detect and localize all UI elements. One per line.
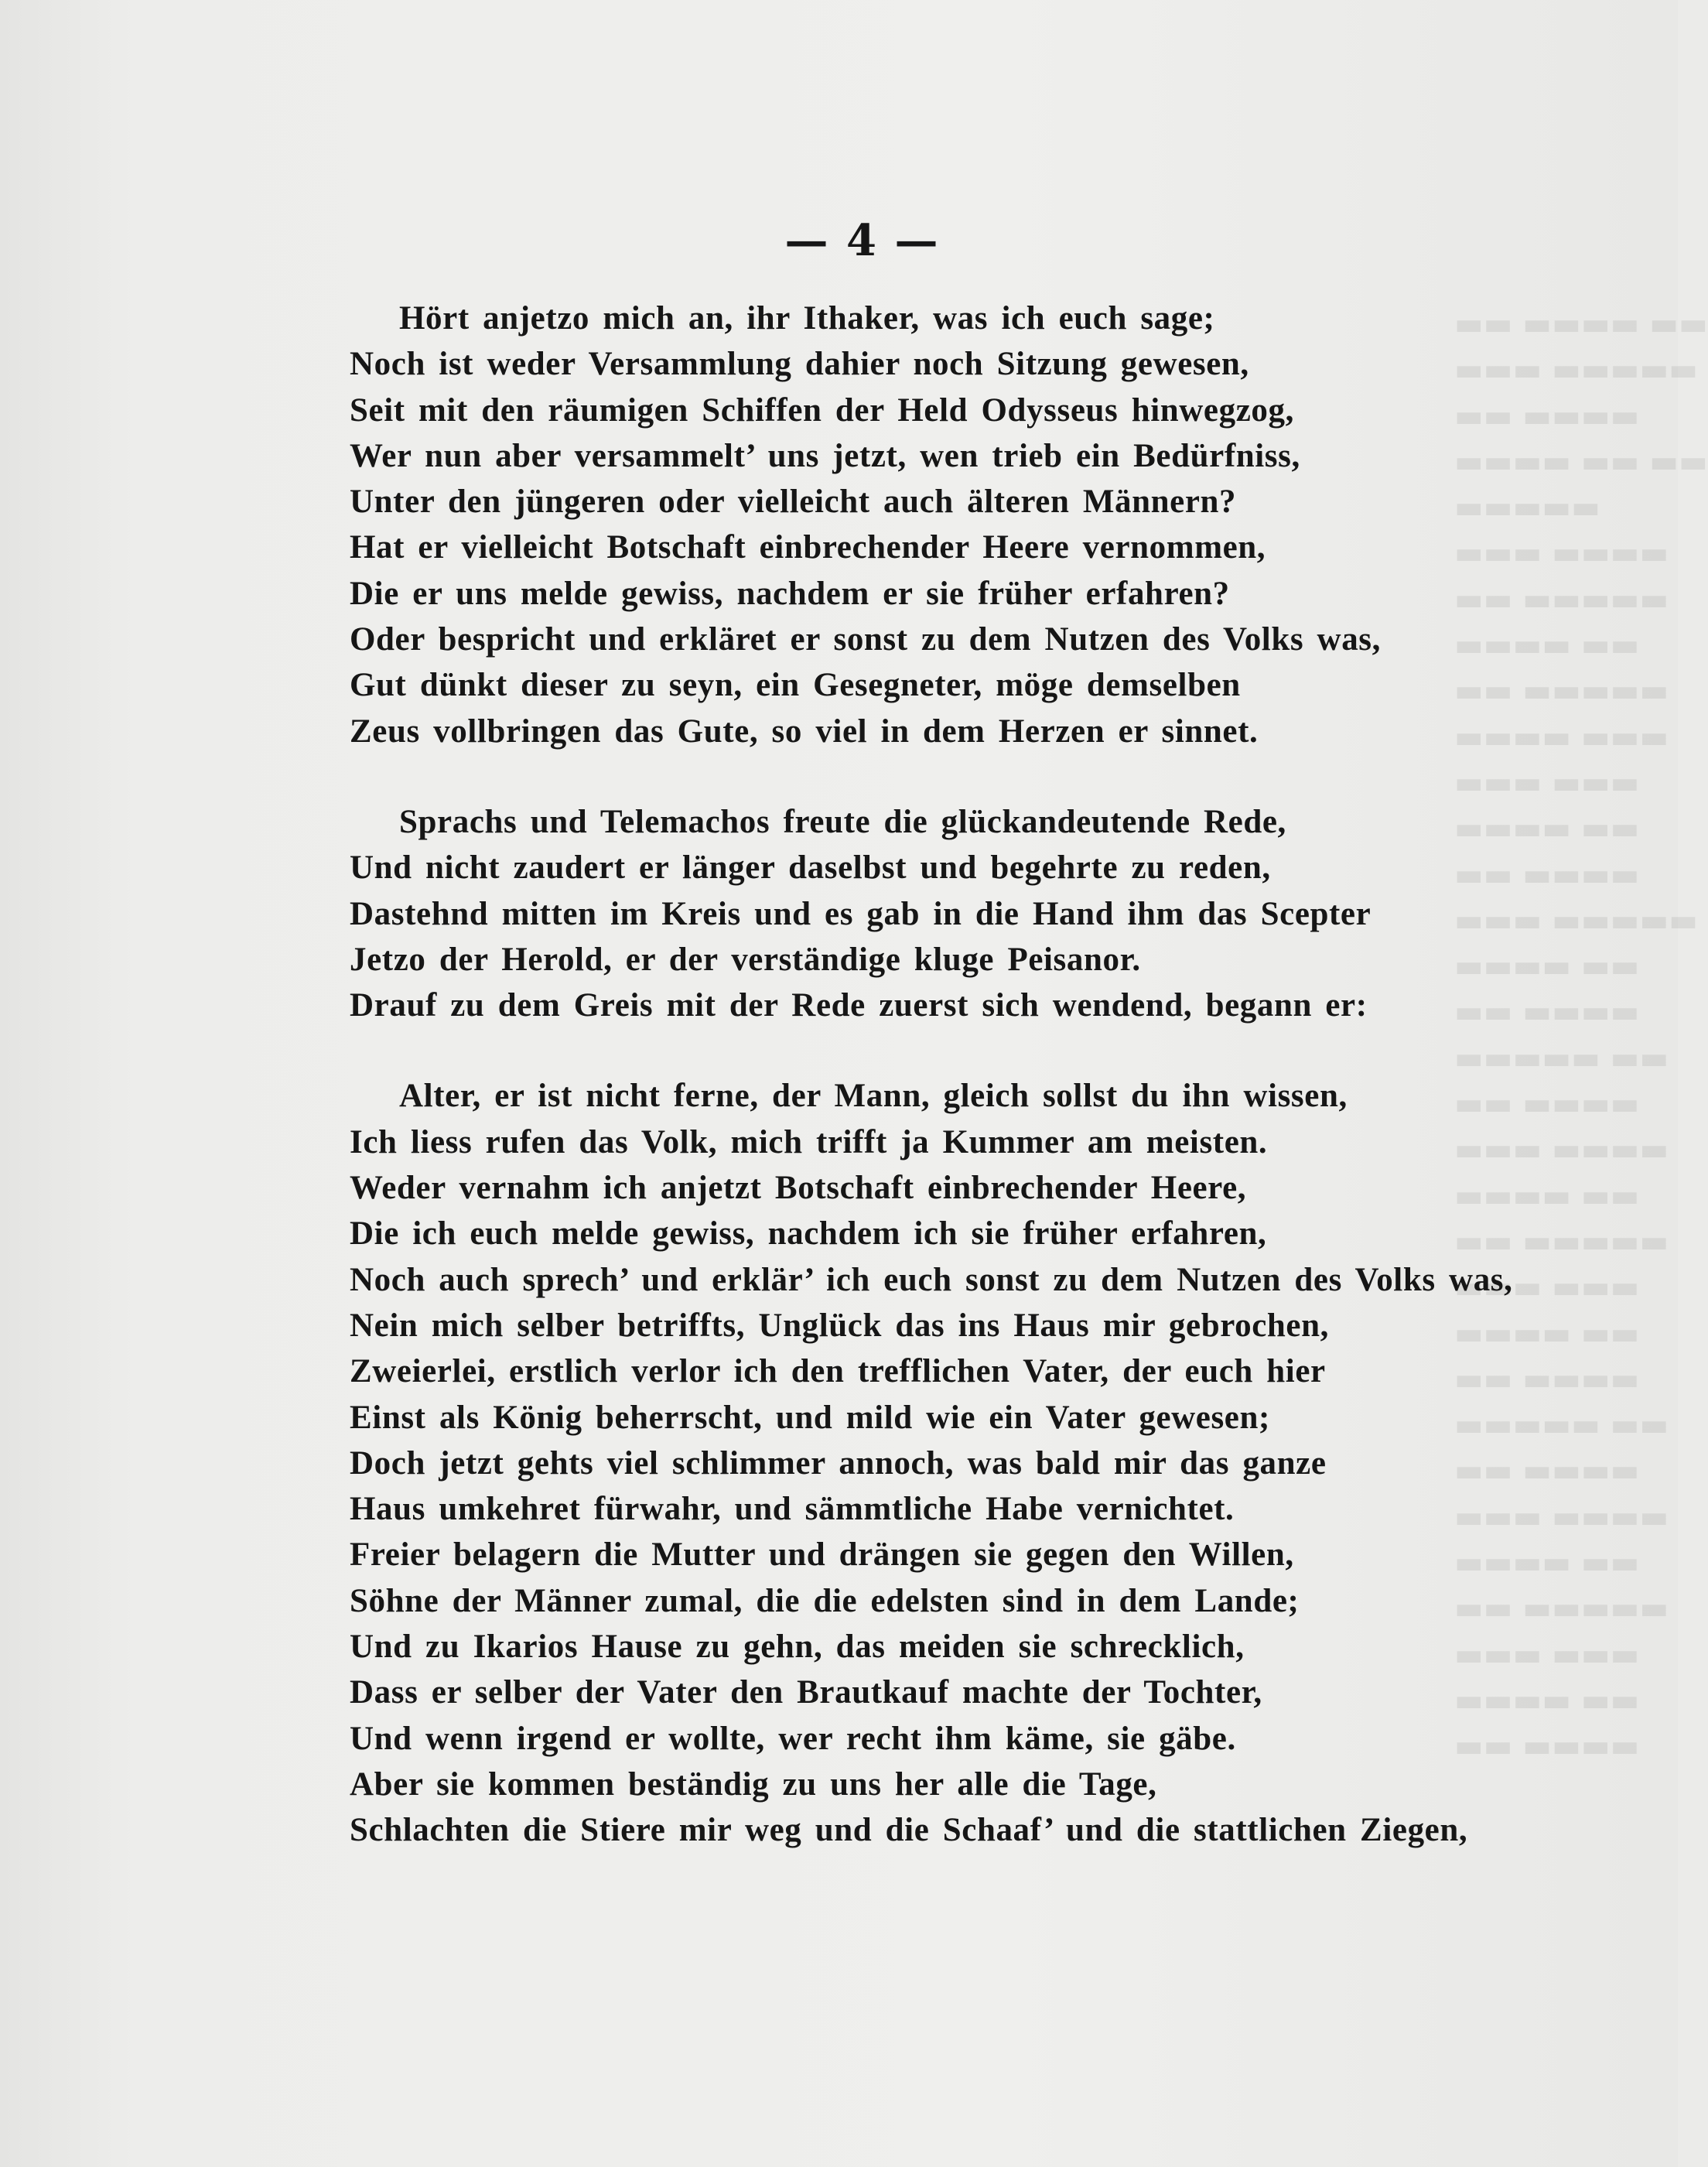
verse-line: Noch auch sprech’ und erklär’ ich euch sonst zu dem Nutzen des Volks was, [350, 1261, 1513, 1298]
verse-line: Und zu Ikarios Hause zu gehn, das meiden sie schrecklich, [350, 1629, 1245, 1666]
stanza-1 [350, 296, 1587, 754]
verse-line: Und nicht zaudert er länger daselbst und begehrte zu reden, [350, 849, 1271, 887]
verse-line: Hört anjetzo mich an, ihr Ithaker, was ich euch sage; [399, 300, 1215, 337]
verse-line: Noch ist weder Versammlung dahier noch Sitzung gewesen, [350, 346, 1249, 383]
verse-line: Unter den jüngeren oder vielleicht auch älteren Männern? [350, 484, 1237, 521]
verse-line: Dastehnd mitten im Kreis und es gab in die Hand ihm das Scepter [350, 895, 1372, 932]
bleed-through-text: ▬▬ ▬▬▬▬ ▬▬ ▬▬▬ ▬▬▬▬▬ ▬▬ ▬▬▬▬ ▬▬▬▬ ▬▬ ▬▬ ▬▬▬▬▬ ▬▬▬ ▬▬▬▬ ▬▬ ▬▬▬▬▬ ▬▬▬▬ ▬▬ ▬▬ ▬▬▬▬▬ ▬▬▬▬ ▬▬▬ ▬▬▬ ▬▬▬ ▬▬▬▬ ▬▬ ▬▬ ▬▬▬▬ ▬▬▬ ▬▬▬▬▬ ▬▬▬▬ ▬▬ ▬▬ ▬▬▬▬ ▬▬▬▬▬ ▬▬ ▬▬ ▬▬▬▬ ▬▬▬ ▬▬▬▬ ▬▬▬▬ ▬▬ ▬▬ ▬▬▬▬▬ ▬▬▬ ▬▬▬ ▬▬▬▬ ▬▬ ▬▬ ▬▬▬▬ ▬▬▬▬▬ ▬▬ ▬▬ ▬▬▬▬ ▬▬▬ ▬▬▬▬ ▬▬▬▬ ▬▬ ▬▬ ▬▬▬▬▬ ▬▬▬ ▬▬▬ ▬▬▬▬ ▬▬ ▬▬ ▬▬▬▬ [1454, 306, 1708, 1765]
verse-line: Seit mit den räumigen Schiffen der Held Odysseus hinwegzog, [350, 391, 1294, 429]
verse-line: Freier belagern die Mutter und drängen sie gegen den Willen, [350, 1536, 1294, 1574]
stanza-2 [350, 799, 1587, 1028]
verse-line: Jetzo der Herold, er der verständige kluge Peisanor. [350, 941, 1141, 978]
verse-line: Oder bespricht und erkläret er sonst zu dem Nutzen des Volks was, [350, 621, 1381, 658]
verse-line: Sprachs und Telemachos freute die glückandeutende Rede, [399, 803, 1286, 840]
verse-line: Söhne der Männer zumal, die die edelsten sind in dem Lande; [350, 1582, 1300, 1619]
verse-line: Dass er selber der Vater den Brautkauf machte der Tochter, [350, 1674, 1262, 1711]
verse-line: Haus umkehret fürwahr, und sämmtliche Habe vernichtet. [350, 1491, 1235, 1528]
verse-line: Ich liess rufen das Volk, mich trifft ja Kummer am meisten. [350, 1123, 1268, 1160]
verse-line: Schlachten die Stiere mir weg und die Schaaf’ und die stattlichen Ziegen, [350, 1812, 1468, 1849]
verse-line: Die er uns melde gewiss, nachdem er sie früher erfahren? [350, 575, 1230, 612]
poem-text [350, 296, 1587, 1854]
verse-line: Weder vernahm ich anjetzt Botschaft einbrechender Heere, [350, 1170, 1247, 1207]
verse-line: Einst als König beherrscht, und mild wie ein Vater gewesen; [350, 1399, 1270, 1436]
verse-line: Zeus vollbringen das Gute, so viel in dem Herzen er sinnet. [350, 713, 1259, 750]
verse-line: Wer nun aber versammelt’ uns jetzt, wen trieb ein Bedürfniss, [350, 437, 1300, 474]
verse-line: Doch jetzt gehts viel schlimmer annoch, was bald mir das ganze [350, 1444, 1327, 1482]
verse-line: Zweierlei, erstlich verlor ich den trefflichen Vater, der euch hier [350, 1353, 1326, 1390]
page-number: — 4 — [784, 215, 940, 266]
verse-line: Nein mich selber betriffts, Unglück das ins Haus mir gebrochen, [350, 1307, 1329, 1344]
verse-line: Aber sie kommen beständig zu uns her alle die Tage, [350, 1765, 1157, 1803]
stanza-3 [350, 1073, 1587, 1853]
verse-line: Hat er vielleicht Botschaft einbrechender Heere vernommen, [350, 529, 1266, 566]
verse-line: Gut dünkt dieser zu seyn, ein Gesegneter, möge demselben [350, 667, 1241, 704]
verse-line: Drauf zu dem Greis mit der Rede zuerst sich wendend, begann er: [350, 987, 1368, 1024]
verse-line: Und wenn irgend er wollte, wer recht ihm käme, sie gäbe. [350, 1720, 1236, 1757]
verse-line: Die ich euch melde gewiss, nachdem ich sie früher erfahren, [350, 1215, 1267, 1253]
verse-line: Alter, er ist nicht ferne, der Mann, gleich sollst du ihn wissen, [399, 1078, 1348, 1115]
